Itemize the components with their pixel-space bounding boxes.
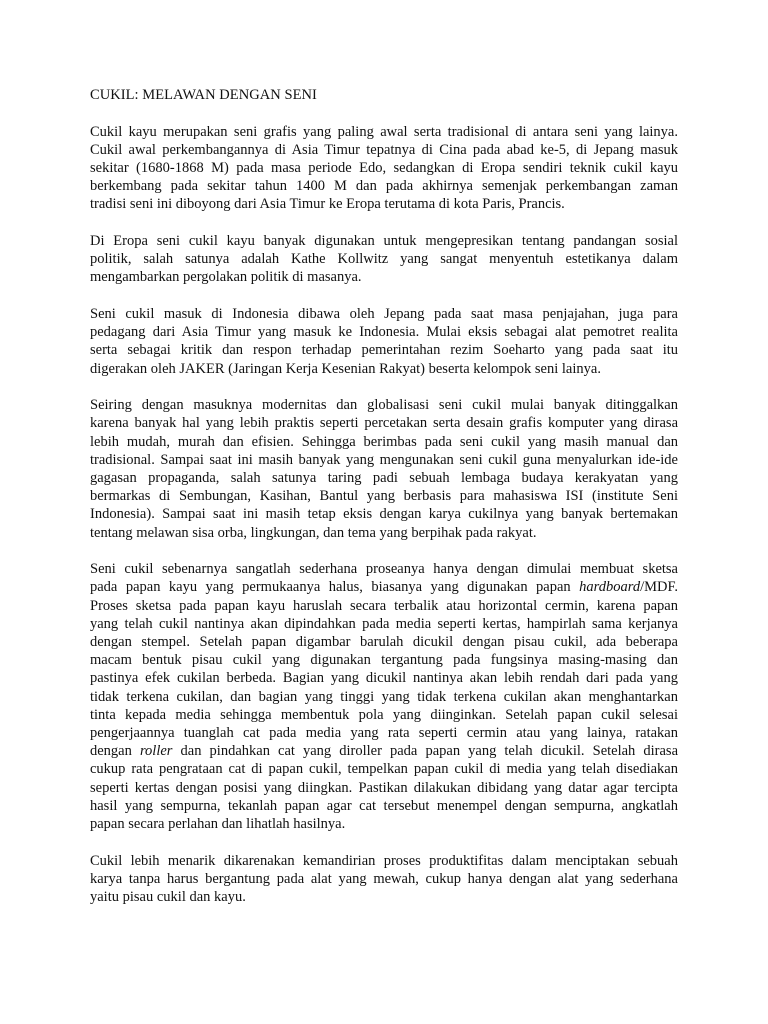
text-segment: bermarkas di Sembungan, Kasihan, Bantul yang berbasis para mahasiswa ISI (institute Seni [90,488,678,505]
text-segment: hasil yang sempurna, tekanlah papan agar cat tersebut menempel dengan sempurna, angkatlah [90,797,678,814]
text-segment: politik, salah satunya adalah Kathe Kollwitz yang sangat menyentuh estetikanya dalam [90,251,678,268]
text-segment: seperti kertas dengan posisi yang diingkan. Pastikan dilakukan dibidang yang datar agar tercipta [90,779,678,796]
text-segment: pengerjaannya tuanglah cat pada media yang rata seperti cermin atau yang lainya, ratakan [90,725,678,742]
document-body [90,123,678,907]
text-line [90,414,678,432]
document-page [90,86,678,906]
text-segment: tradisi seni ini diboyong dari Asia Timur ke Eropa terutama di kota Paris, Prancis. [90,196,565,213]
text-segment: Seni cukil sebenarnya sangatlah sederhana proseanya hanya dengan dimulai membuat sketsa [90,561,678,578]
text-line [90,797,678,815]
text-segment: tidak terkena cukilan, dan bagian yang tinggi yang tidak terkena cukilan akan menghantarkan [90,688,678,705]
text-segment: Seiring dengan masuknya modernitas dan globalisasi seni cukil mulai banyak ditinggalkan [90,397,678,414]
text-line [90,123,678,141]
text-line [90,505,678,523]
text-segment: Indonesia). Sampai saat ini masih tetap eksis dengan karya cukilnya yang banyak bertemakan [90,506,678,523]
text-line [90,669,678,687]
text-line [90,578,678,596]
text-line [90,141,678,159]
text-line [90,651,678,669]
text-segment: digerakan oleh JAKER (Jaringan Kerja Kesenian Rakyat) beserta kelompok seni lainya. [90,360,601,377]
text-segment: tradisional. Sampai saat ini masih banyak yang mengunakan seni cukil guna menyalurkan ide-ide [90,451,678,468]
text-line [90,487,678,505]
text-segment: /MDF. [640,579,678,596]
text-line [90,815,678,833]
italic-term: hardboard [579,579,641,596]
text-line [90,433,678,451]
paragraph [90,305,678,378]
text-line [90,779,678,797]
text-line [90,396,678,414]
text-segment: pastinya efek cukilan berbeda. Bagian yang dicukil nantinya akan lebih rendah dari pada yang [90,670,678,687]
text-segment: serta sebagai kritik dan respon terhadap pemerintahan rezim Soeharto yang pada saat itu [90,342,678,359]
text-segment: papan secara perlahan dan lihatlah hasilnya. [90,816,346,833]
text-line [90,268,678,286]
text-line [90,870,678,888]
text-line [90,250,678,268]
text-segment: Di Eropa seni cukil kayu banyak digunakan untuk mengepresikan tentang pandangan sosial [90,233,678,249]
text-segment: Seni cukil masuk di Indonesia dibawa oleh Jepang pada saat masa penjajahan, juga para [90,306,678,322]
document-title: CUKIL: MELAWAN DENGAN SENI [90,87,317,103]
text-line [90,305,678,323]
italic-term: roller [139,743,173,760]
text-line [90,688,678,706]
text-line [90,360,678,378]
text-line [90,888,678,906]
text-line [90,852,678,870]
text-line [90,159,678,177]
text-segment: lebih mudah, murah dan efisien. Sehingga berimbas pada seni cukil yang masih manual dan [90,433,678,450]
text-line [90,451,678,469]
text-segment: Cukil kayu merupakan seni grafis yang paling awal serta tradisional di antara seni yang lainya. [90,123,678,140]
text-segment: tinta kepada media sehingga membentuk pola yang diinginkan. Setelah papan cukil selesai [90,706,678,723]
text-line [90,706,678,724]
paragraph [90,123,678,214]
text-segment: pada papan kayu yang permukaanya halus, biasanya yang digunakan papan [90,579,580,596]
text-line [90,597,678,615]
text-line [90,341,678,359]
text-segment: yaitu pisau cukil dan kayu. [90,889,246,906]
text-line [90,177,678,195]
text-segment: dengan [90,743,140,760]
text-segment: karena banyak hal yang lebih praktis seperti percetakan serta desain grafis komputer yang dirasa [90,415,678,432]
text-segment: tentang melawan sisa orba, lingkungan, dan tema yang berpihak pada rakyat. [90,524,537,541]
text-line [90,633,678,651]
text-segment: yang telah cukil nantinya akan dipindahkan pada media seperti kertas, hampirlah sama kerjanya [90,615,678,632]
text-line [90,323,678,341]
text-segment: karya tanpa harus bergantung pada alat yang mewah, cukup hanya dengan alat yang sederhana [90,870,678,887]
text-line [90,560,678,578]
text-segment: Cukil lebih menarik dikarenakan kemandirian proses produktifitas dalam menciptakan sebuah [90,852,678,869]
text-line [90,742,678,760]
text-segment: sekitar (1680-1868 M) pada masa periode Edo, sedangkan di Eropa sendiri teknik cukil kayu [90,160,678,176]
text-segment: gagasan propaganda, salah satunya taring padi sebuah lembaga budaya kerakyatan yang [90,470,678,487]
paragraph [90,396,678,542]
text-line [90,615,678,633]
text-segment: mengambarkan pergolakan politik di masanya. [90,269,362,286]
text-line [90,760,678,778]
paragraph [90,232,678,287]
text-segment: dengan stempel. Setelah papan digambar barulah dicukil dengan pisau cukil, ada beberapa [90,634,678,651]
text-line [90,524,678,542]
text-segment: Cukil awal perkembangannya di Asia Timur tepatnya di Cina pada abad ke-5, di Jepang masuk [90,141,678,158]
paragraph [90,560,678,833]
text-line [90,232,678,250]
text-segment: macam bentuk pisau cukil yang digunakan tergantung pada fungsinya masing-masing dan [90,652,678,669]
text-segment: Proses sketsa pada papan kayu haruslah secara terbalik atau horizontal cermin, karena papan [90,597,678,614]
paragraph [90,852,678,907]
text-line [90,469,678,487]
text-segment: pedagang dari Asia Timur yang masuk ke Indonesia. Mulai eksis sebagai alat pemotret realita [90,324,678,341]
text-segment: berkembang pada sekitar tahun 1400 M dan pada akhirnya semenjak perkembangan zaman [90,178,678,195]
text-line [90,195,678,213]
text-line [90,724,678,742]
text-segment: dan pindahkan cat yang diroller pada papan yang telah dicukil. Setelah dirasa [172,743,679,760]
text-segment: cukup rata pengrataan cat di papan cukil, tempelkan papan cukil di media yang telah disediakan [90,761,678,778]
